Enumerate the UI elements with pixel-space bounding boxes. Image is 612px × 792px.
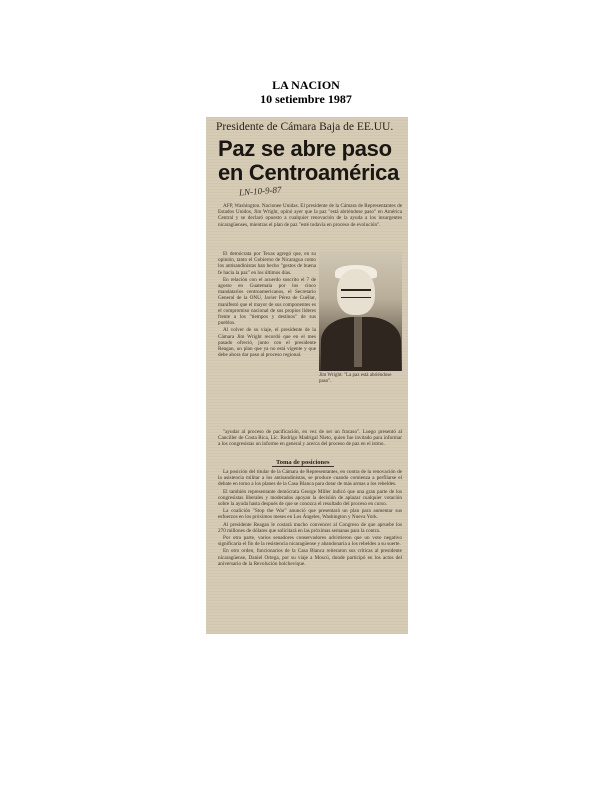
- lead-paragraph: AFP, Washington. Nacionee Unidas. El presidente de la Cámara de Representantes de Estados Unidos, Jim Wright, opinó ayer que la paz "está abriéndose paso" en América Central y se declaró opuesto a cualquier renovación de la ayuda a los insurgentes nicaragüenses, mientras el plan de paz "esté todavía en proceso de evolución".: [218, 203, 402, 228]
- article-subhead: Toma de posiciones: [272, 459, 334, 467]
- article-body-mid: [218, 429, 402, 457]
- handwritten-date-note: LN-10-9-87: [238, 184, 282, 198]
- page-header: [0, 78, 612, 106]
- newspaper-clipping: [206, 117, 408, 634]
- body-paragraph: Al volver de su viaje, el presidente de la Cámara Jim Wright recordó que en el mes pasado ofreció, junto con el presidente Reagan, un plan que ya no está vigente y que debe ahora dar paso al proceso regional.: [218, 327, 316, 359]
- body-paragraph: Al presidente Reagan le costará mucho convencer al Congreso de que apruebe los 270 millones de dólares que solicitará en las próximas semanas para la contra.: [218, 521, 402, 534]
- body-paragraph: Por otra parte, varios senadores conservadores advirtieron que un voto negativo significaría el fin de la resistencia nicaragüense y abandonaría a los rebeldes a su suerte.: [218, 535, 402, 548]
- article-body-left: [218, 251, 316, 429]
- body-paragraph: En otro orden, funcionarios de la Casa Blanca reiteraron sus críticas al presidente nicaragüense, Daniel Ortega, por su viaje a Moscú, donde participó en los actos del aniversario de la Revolución bolchevique.: [218, 548, 402, 567]
- body-paragraph: El también representante demócrata George Miller indicó que una gran parte de los congresistas liberales y moderados apoyan la decisión de aplazar cualquier votación sobre la ayuda hasta después de que se conozca el resultado del proceso en curso.: [218, 488, 402, 508]
- body-paragraph: La posición del titular de la Cámara de Representantes, en contra de la renovación de la asistencia militar a los antisandinistas, se produce cuando comienza a perfilarse el debate en torno a los planes de la Casa Blanca para dotar de más armas a los rebeldes.: [218, 469, 402, 488]
- body-paragraph: La coalición "Stop the War" anunció que presentará un plan para aumentar sus esfuerzos en los próximos meses en Los Ángeles, Washington y Nueva York.: [218, 508, 402, 521]
- body-paragraph: "ayudar al proceso de pacificación, en vez de ser un fracaso". Luego presentó al Canciller de Costa Rica, Lic. Rodrigo Madrigal Nieto, quien fue invitado para informar a los congresistas un informe en general y acerca del proceso de paz en el istmo.: [218, 429, 402, 448]
- article-body-lower: [218, 469, 402, 629]
- publication-name: LA NACION: [272, 78, 340, 92]
- publication-date: 10 setiembre 1987: [260, 92, 352, 106]
- body-paragraph: En relación con el acuerdo suscrito el 7 de agosto en Guatemala por los cinco mandatarios centroamericanos, el Secretario General de la ONU, Javier Pérez de Cuéllar, manifestó que el mayor de sus componentes es el compromiso nacional de sus propios líderes frente a los "tiempos y destinos" de sus pueblos.: [218, 276, 316, 327]
- article-headline: Paz se abre paso en Centroamérica: [218, 136, 400, 185]
- portrait-photo: [319, 251, 402, 371]
- article-kicker: Presidente de Cámara Baja de EE.UU.: [216, 121, 394, 133]
- photo-caption: Jim Wright: "La paz está abriéndose paso".: [319, 373, 392, 384]
- article-lead: [218, 203, 402, 247]
- body-paragraph: El demócrata por Texas agregó que, en su opinión, tanto el Gobierno de Nicaragua como los antisandinistas han hecho "gestos de buena fe hacia la paz" en los últimos días.: [218, 251, 316, 276]
